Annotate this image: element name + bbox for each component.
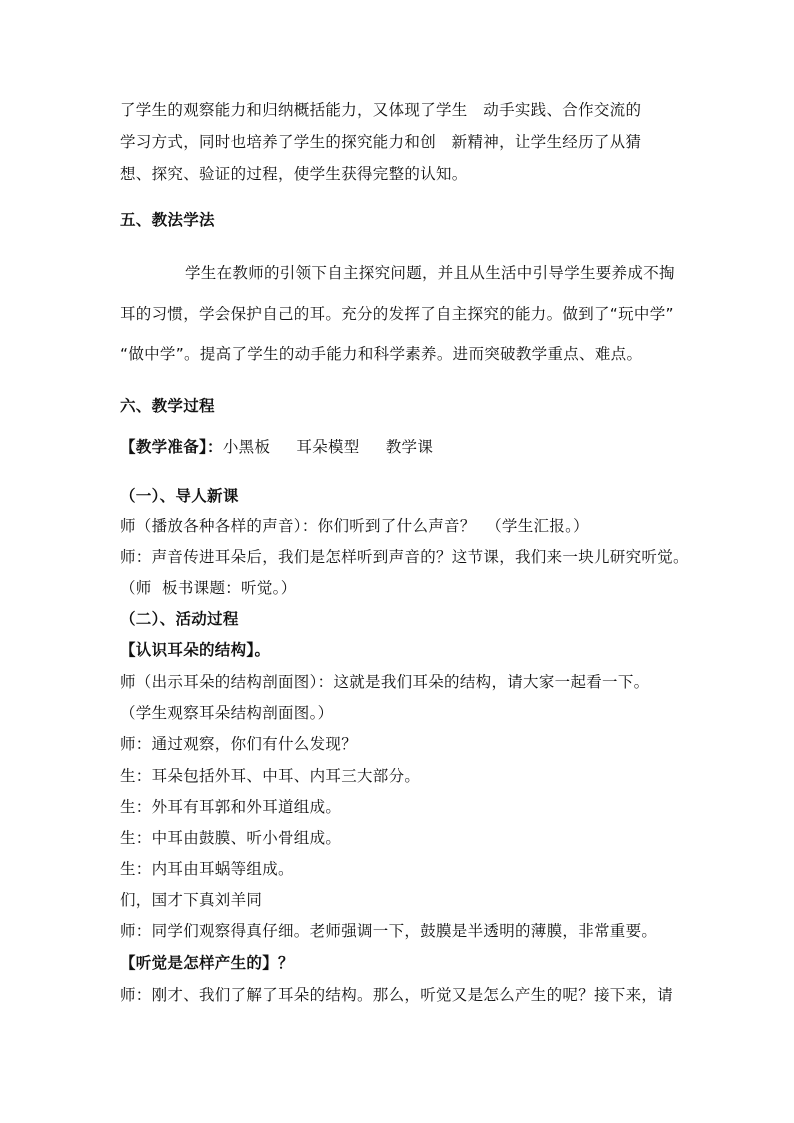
paragraph-line: 想、探究、验证的过程，使学生获得完整的认知。 xyxy=(120,165,468,183)
dialogue-line: 生：耳朵包括外耳、中耳、内耳三大部分。 xyxy=(120,767,421,785)
subsection-heading-1: （一）、导人新课 xyxy=(120,487,239,505)
paragraph-line: “做中学”。提高了学生的动手能力和科学素养。进而突破教学重点、难点。 xyxy=(120,345,643,363)
dialogue-line: 师：刚才、我们了解了耳朵的结构。那么，听觉又是怎么产生的呢？接下来，请 xyxy=(120,986,674,1004)
dialogue-line: 生：内耳由耳蜗等组成。 xyxy=(120,860,294,878)
dialogue-line: 师：声音传进耳朵后，我们是怎样听到声音的？这节课，我们来一块儿研究听觉。 xyxy=(120,548,689,566)
dialogue-line: （师 板书课题：听觉。） xyxy=(120,579,297,597)
section-heading-6: 六、教学过程 xyxy=(120,397,215,415)
section-heading-5: 五、教法学法 xyxy=(120,211,215,229)
prep-items: 小黑板 耳朵模型 教学课 xyxy=(222,438,434,456)
paragraph-line: 学生在教师的引领下自主探究问题，并且从生活中引导学生要养成不掏 xyxy=(185,264,675,282)
activity-heading-hearing: 【听觉是怎样产生的】？ xyxy=(120,954,294,972)
dialogue-line: 师（播放各种各样的声音）：你们听到了什么声音？ （学生汇报。） xyxy=(120,517,589,535)
subsection-heading-2: （二）、活动过程 xyxy=(120,610,239,628)
dialogue-line: 生：中耳由鼓膜、听小骨组成。 xyxy=(120,829,342,847)
dialogue-line: 生：外耳有耳郭和外耳道组成。 xyxy=(120,798,342,816)
paragraph-line: 了学生的观察能力和归纳概括能力，又体现了学生 动手实践、合作交流的 xyxy=(120,101,642,119)
activity-heading-structure: 【认识耳朵的结构】。 xyxy=(120,641,271,659)
dialogue-line: 师：通过观察，你们有什么发现？ xyxy=(120,735,358,753)
dialogue-line: 师（出示耳朵的结构剖面图）：这就是我们耳朵的结构，请大家一起看一下。 xyxy=(120,673,650,691)
paragraph-line: 学习方式，同时也培养了学生的探究能力和创 新精神，让学生经历了从猜 xyxy=(120,133,642,151)
paragraph-line: 耳的习惯，学会保护自己的耳。充分的发挥了自主探究的能力。做到了“玩中学” xyxy=(120,305,674,323)
dialogue-line: （学生观察耳朵结构剖面图。） xyxy=(120,704,334,722)
dialogue-line: 们，国才下真刘羊同 xyxy=(120,891,263,909)
prep-line xyxy=(120,437,433,457)
dialogue-line: 师：同学们观察得真仔细。老师强调一下，鼓膜是半透明的薄膜，非常重要。 xyxy=(120,922,658,940)
prep-label: 【教学准备】： xyxy=(120,438,223,456)
